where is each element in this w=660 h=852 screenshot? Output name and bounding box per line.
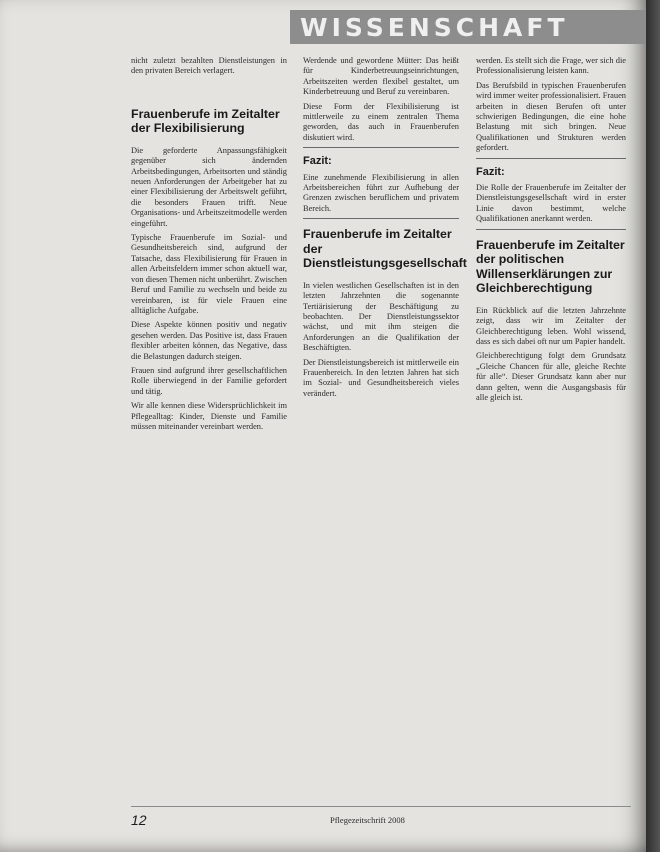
paragraph: Das Berufsbild in typischen Frauenberufen wird immer weiter professionalisiert. Frauen arbeiten in diesen Berufen oft unter schwierigen Bedingungen, die eine hohe Belastung mit sich bringen. Neue Qualifikationen und Strukturen werden gefordert. xyxy=(476,80,626,153)
masthead-title: WISSENSCHAFT xyxy=(300,13,569,42)
paragraph: Ein Rückblick auf die letzten Jahrzehnte zeigt, dass wir im Zeitalter der Gleichberechtigung leben. Wohl wissend, dass es sich dabei oft nur um Papier handelt. xyxy=(476,305,626,346)
intro-paragraph: nicht zuletzt bezahlten Dienstleistungen in den privaten Bereich verlagert. xyxy=(131,56,287,76)
paragraph: Typische Frauenberufe im Sozial- und Gesundheitsbereich sind, aufgrund der Tatsache, dass Flexibilisierung für Frauen in allen Arbeitsfeldern immer schon aktuell war, von diesen Themen nicht unberührt. Zwischen Beruf und Familie zu wechseln und beide zu vereinbaren, ist für viele Frauen eine alltägliche Aufgabe. xyxy=(131,233,287,315)
paragraph: In vielen westlichen Gesellschaften ist in den letzten Jahrzehnten die sogenannte Tertiärisierung der Beschäftigung zu beobachten. Der Dienstleistungssektor wächst, und mit ihm steigen die Anforderungen an die Qualifikation der Beschäftigten. xyxy=(303,280,459,353)
footer-rule xyxy=(131,806,631,807)
column-3 xyxy=(476,56,626,407)
section-heading: Frauenberufe im Zeitalter der Flexibilisierung xyxy=(131,106,280,136)
column-2 xyxy=(303,56,467,403)
footer-text: Pflegezeitschrift 2008 xyxy=(330,815,405,825)
paragraph: Gleichberechtigung folgt dem Grundsatz „Gleiche Chancen für alle, gleiche Rechte für alle“. Dieser Grundsatz kann aber nur dann gelten, wenn die Ausgangsbasis für alle gleich ist. xyxy=(476,351,626,402)
paragraph: Der Dienstleistungsbereich ist mittlerweile ein Frauenbereich. In den letzten Jahren hat sich im Sozial- und Gesundheitsbereich vieles verändert. xyxy=(303,357,459,398)
paragraph: werden. Es stellt sich die Frage, wer sich die Professionalisierung leisten kann. xyxy=(476,56,626,76)
divider xyxy=(476,229,626,230)
paragraph: Diese Form der Flexibilisierung ist mittlerweile zu einem zentralen Thema geworden, das auch in Frauenberufen diskutiert wird. xyxy=(303,101,459,142)
paragraph: Wir alle kennen diese Widersprüchlichkeit im Pflegealltag: Kinder, Dienste und Familie müssen miteinander vereinbart werden. xyxy=(131,401,287,431)
fazit-heading: Fazit: xyxy=(476,165,505,178)
paragraph: Die geforderte Anpassungsfähigkeit gegenüber sich ändernden Arbeitsbedingungen, Arbeitsorten und ständig neuen Anforderungen der Arbeitgeber hat zu einer Flexibilisierung der Arbeitswelt geführt, die besonders Frauen trifft. Neue Organisations- und Arbeitszeitmodelle werden eingeführt. xyxy=(131,145,287,228)
divider xyxy=(303,218,459,219)
paragraph: Werdende und gewordene Mütter: Das heißt für Kinderbetreuungseinrichtungen, Arbeitszeiten werden flexibel gestaltet, um Kinderbetreuung und Beruf zu vereinbaren. xyxy=(303,56,459,97)
page-number: 12 xyxy=(131,812,147,828)
paragraph: Frauen sind aufgrund ihrer gesellschaftlichen Rolle überwiegend in der Familie gefordert und tätig. xyxy=(131,365,287,396)
paragraph: Diese Aspekte können positiv und negativ gesehen werden. Das Positive ist, dass Frauen flexibler arbeiten können, das Negative, dass die Belastungen dadurch steigen. xyxy=(131,320,287,361)
fazit-text: Die Rolle der Frauenberufe im Zeitalter der Dienstleistungsgesellschaft wird in erster Linie davon bestimmt, welche Qualifikationen anerkannt werden. xyxy=(476,183,626,224)
divider xyxy=(476,158,626,159)
section-heading: Frauenberufe im Zeitalter der Dienstleistungsgesellschaft xyxy=(303,227,467,271)
fazit-text: Eine zunehmende Flexibilisierung in allen Arbeitsbereichen führt zur Aufhebung der Grenzen zwischen beruflichem und privatem Bereich. xyxy=(303,172,459,213)
fazit-heading: Fazit: xyxy=(303,155,332,168)
column-1 xyxy=(131,56,287,436)
section-heading: Frauenberufe im Zeitalter der politischen Willenserklärungen zur Gleichberechtigung xyxy=(476,237,625,296)
masthead-banner xyxy=(290,10,646,44)
divider xyxy=(303,147,459,148)
book-spine-shadow xyxy=(646,0,660,852)
